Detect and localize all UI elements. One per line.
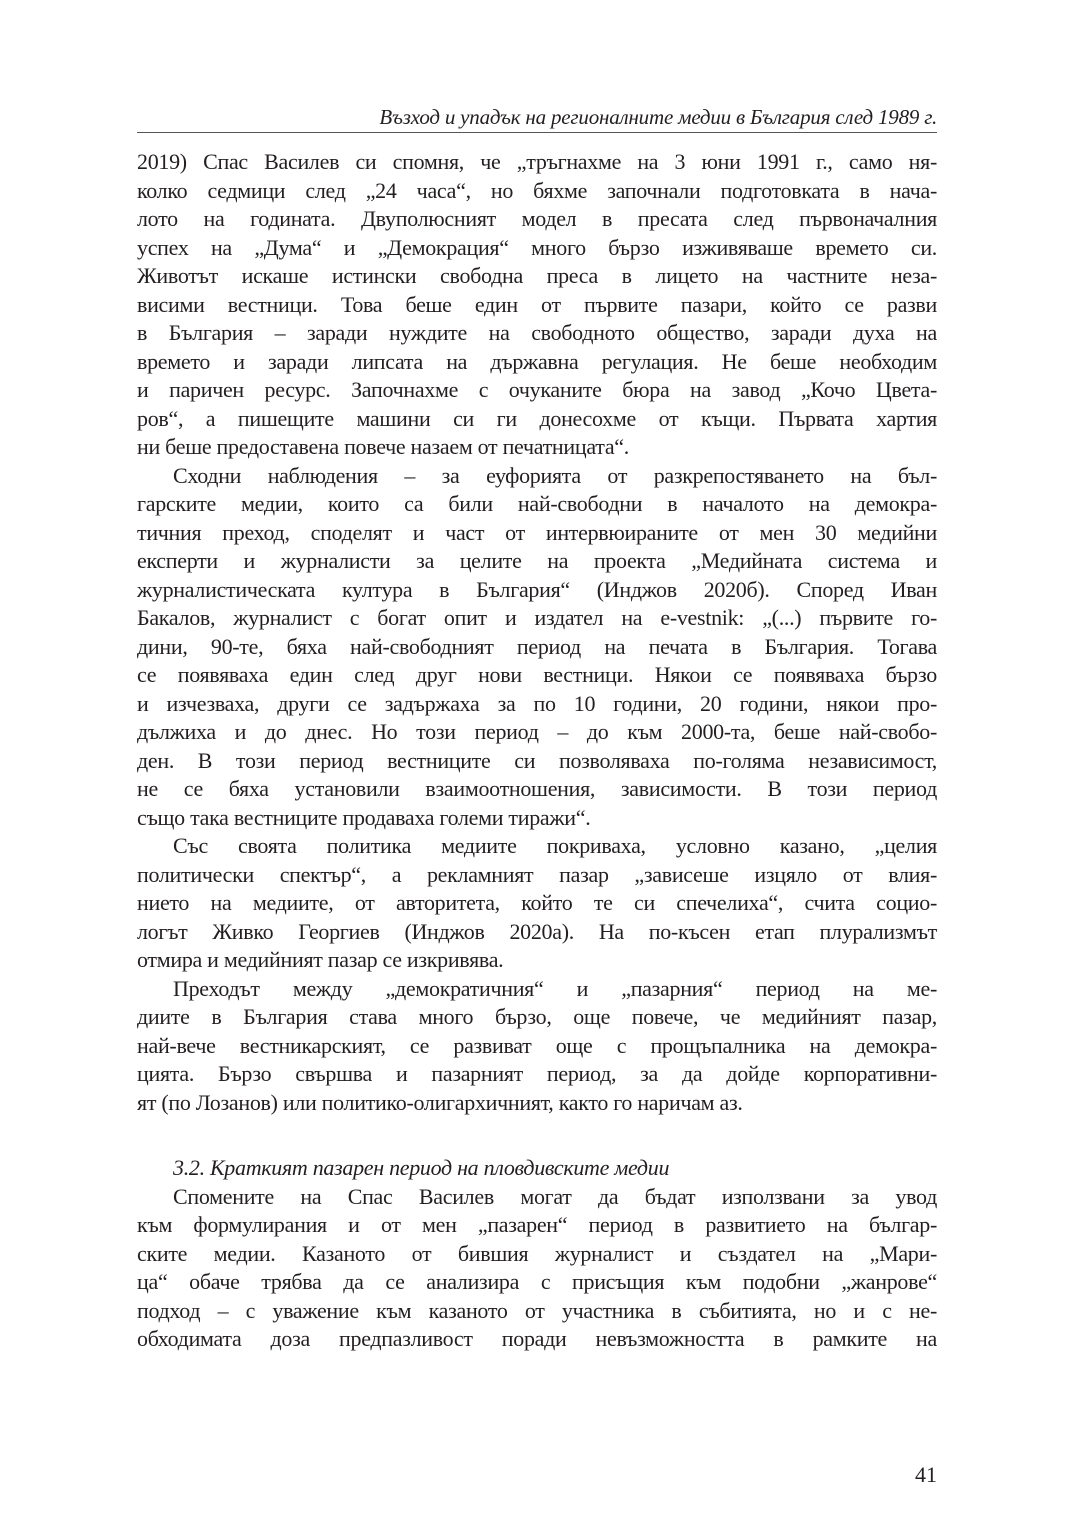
text-line: в България – заради нуждите на свободното общество, заради духа на xyxy=(137,320,937,345)
paragraph xyxy=(137,1183,937,1354)
text-line: ни беше предоставена повече назаем от печатницата“. xyxy=(137,434,629,459)
text-line: дини, 90-те, бяха най-свободният период на печата в България. Тогава xyxy=(137,633,937,659)
chapter-text xyxy=(137,148,937,1117)
section-heading: 3.2. Краткият пазарен период на пловдивските медии xyxy=(173,1155,670,1180)
text-line: не се бяха установили взаимоотношения, зависимости. В този период xyxy=(137,776,937,801)
paragraph xyxy=(137,832,937,975)
text-line: ден. В този период вестниците си позволяваха по-голяма независимост, xyxy=(137,747,937,773)
text-line: Спомените на Спас Василев могат да бъдат използвани за увод xyxy=(173,1183,937,1209)
text-line: времето и заради липсата на държавна регулация. Не беше необходим xyxy=(137,348,937,374)
text-line: към формулирания и от мен „пазарен“ период в развитието на българ- xyxy=(137,1212,937,1237)
text-line: Сходни наблюдения – за еуфорията от разкрепостяването на бъл- xyxy=(173,462,937,488)
running-header-title: Възход и упадък на регионалните медии в България след 1989 г. xyxy=(379,105,937,129)
text-line: ят (по Лозанов) или политико-олигархичният, както го наричам аз. xyxy=(137,1089,743,1115)
paragraph xyxy=(137,975,937,1118)
text-line: също така вестниците продаваха големи тиражи“. xyxy=(137,804,591,830)
text-line: обходимата доза предпазливост поради невъзможността в рамките на xyxy=(137,1326,937,1351)
text-line: нието на медиите, от авторитета, който те си спечелиха“, счита социо- xyxy=(137,890,937,915)
text-line: се появяваха един след друг нови вестници. Някои се появяваха бързо xyxy=(137,662,937,687)
text-line: Преходът между „демократичния“ и „пазарния“ период на ме- xyxy=(173,975,937,1001)
text-line: ров“, а пишещите машини си ги донесохме от къщи. Първата хартия xyxy=(137,405,937,431)
text-line: колко седмици след „24 часа“, но бяхме започнали подготовката в нача- xyxy=(137,177,937,203)
text-line: и паричен ресурс. Започнахме с очуканите бюра на завод „Кочо Цвета- xyxy=(137,377,937,402)
text-line: Със своята политика медиите покриваха, условно казано, „целия xyxy=(173,833,937,858)
text-line: журналистическата култура в България“ (Инджов 2020б). Според Иван xyxy=(137,576,937,602)
page-number: 41 xyxy=(915,1462,937,1487)
text-line: тичния преход, споделят и част от интервюираните от мен 30 медийни xyxy=(137,519,937,545)
text-line: експерти и журналисти за целите на проекта „Медийната система и xyxy=(137,548,937,573)
text-line: подход – с уважение към казаното от участника в събитията, но и с не- xyxy=(137,1297,937,1323)
text-line: 2019) Спас Василев си спомня, че „тръгнахме на 3 юни 1991 г., само ня- xyxy=(137,149,937,174)
text-line: успех на „Дума“ и „Демокрация“ много бързо изживяваше времето си. xyxy=(137,234,937,260)
header-rule xyxy=(137,132,937,133)
text-line: ца“ обаче трябва да се анализира с присъщия към подобни „жанрове“ xyxy=(137,1269,937,1294)
text-line: отмира и медийният пазар се изкривява. xyxy=(137,947,504,972)
text-line: гарските медии, които са били най-свободни в началото на демокра- xyxy=(137,491,937,516)
text-line: и изчезваха, други се задържаха за по 10 години, 20 години, някои про- xyxy=(137,690,937,716)
body-text xyxy=(137,148,937,1354)
section-spacer xyxy=(137,1117,937,1154)
text-line: лото на годината. Двуполюсният модел в пресата след първоначалния xyxy=(137,206,937,231)
paragraph xyxy=(137,462,937,833)
text-line: логът Живко Георгиев (Инджов 2020а). На по-късен етап плурализмът xyxy=(137,918,937,944)
text-line: висими вестници. Това беше един от първите пазари, който се разви xyxy=(137,291,937,317)
text-line: диите в България става много бързо, още повече, че медийният пазар, xyxy=(137,1004,937,1029)
text-line: политически спектър“, а рекламният пазар „зависеше изцяло от влия- xyxy=(137,861,937,887)
text-line: ските медии. Казаното от бившия журналист и създател на „Мари- xyxy=(137,1240,937,1266)
text-line: Животът искаше истински свободна преса в лицето на частните неза- xyxy=(137,263,937,288)
section-text xyxy=(137,1183,937,1354)
text-line: Бакалов, журналист с богат опит и издател на e-vestnik: „(...) първите го- xyxy=(137,605,937,630)
text-line: цията. Бързо свършва и пазарният период, за да дойде корпоративни- xyxy=(137,1061,937,1086)
paragraph xyxy=(137,148,937,462)
text-line: най-вече вестникарският, се развиват още с прощъпалника на демокра- xyxy=(137,1032,937,1058)
text-line: дължиха и до днес. Но този период – до към 2000-та, беше най-свобо- xyxy=(137,719,937,744)
